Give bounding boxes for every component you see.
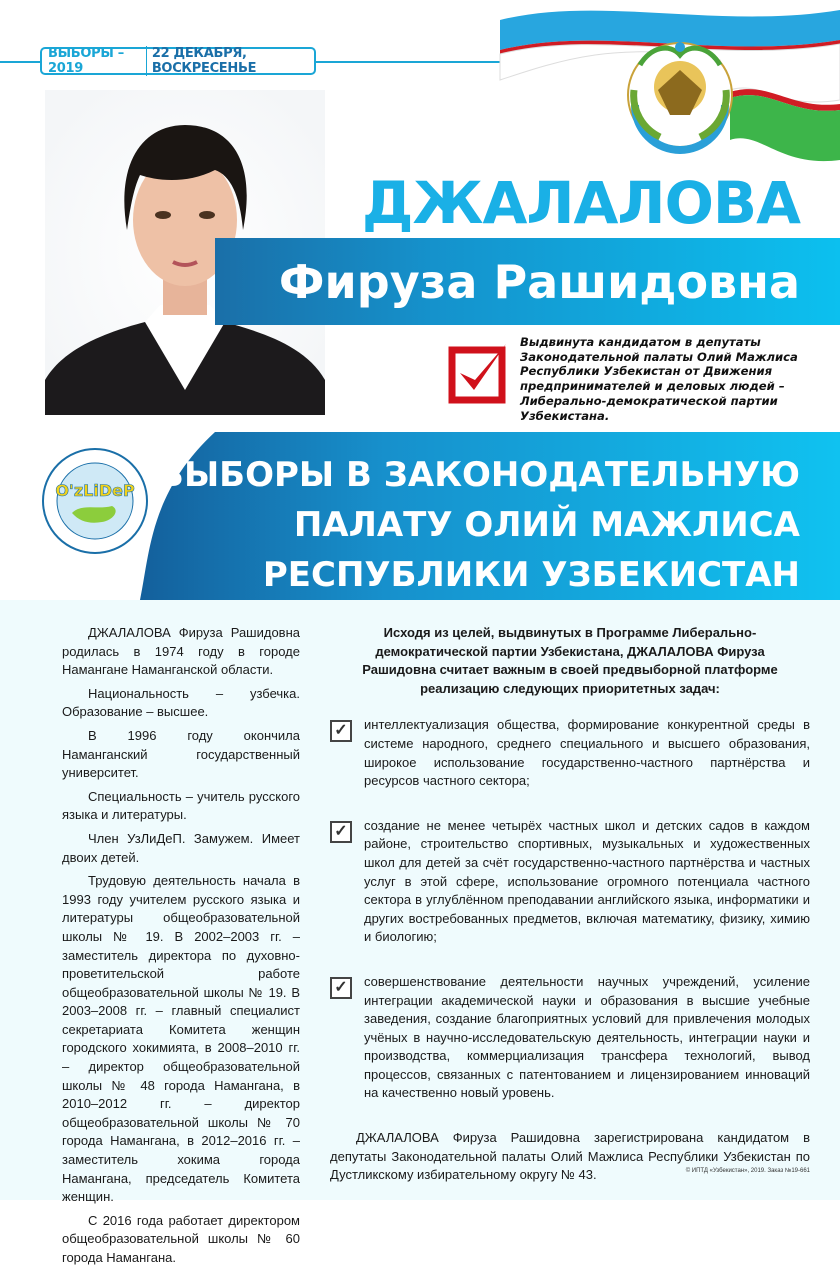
flag-ribbon-emblem (480, 0, 840, 170)
platform-item (330, 716, 810, 790)
checkbox-checked-icon: ✓ (330, 720, 352, 742)
biography (62, 624, 300, 1273)
party-logo (42, 448, 148, 554)
state-emblem (628, 42, 732, 150)
checkbox-checked-icon: ✓ (330, 821, 352, 843)
election-date: 22 ДЕКАБРЯ, ВОСКРЕСЕНЬЕ (151, 46, 257, 76)
party-logo-name: O'zLiDeP (55, 481, 135, 500)
banner-line: РЕСПУБЛИКИ УЗБЕКИСТАН (262, 555, 800, 595)
bio-paragraph: С 2016 года работает директором общеобразовательной школы № 60 города Намангана. (62, 1212, 300, 1265)
platform-item (330, 973, 810, 1103)
checkbox-checked-icon: ✓ (330, 977, 352, 999)
header-rule-left (0, 61, 40, 63)
banner-line: ВЫБОРЫ В ЗАКОНОДАТЕЛЬНУЮ (158, 455, 800, 495)
bio-paragraph: В 1996 году окончила Наманганский государственный университет. (62, 727, 300, 781)
registration-text: ДЖАЛАЛОВА Фируза Рашидовна зарегистрирована кандидатом в депутаты Законодательной палаты Олий Мажлиса Республики Узбекистан по Дустликскому избирательному округу № 43. (330, 1130, 810, 1183)
platform-item (330, 817, 810, 947)
bio-paragraph: Национальность – узбечка. Образование – высшее. (62, 685, 300, 720)
bio-paragraph: ДЖАЛАЛОВА Фируза Рашидовна родилась в 1974 году в городе Намангане Наманганской области. (62, 625, 300, 678)
bio-paragraph: Специальность – учитель русского языка и литературы. (62, 788, 300, 823)
election-label: ВЫБОРЫ – 2019 (42, 46, 147, 76)
banner-line: ПАЛАТУ ОЛИЙ МАЖЛИСА (293, 505, 800, 545)
platform-intro: Исходя из целей, выдвинутых в Программе Либерально-демократической партии Узбекистана, ДЖАЛАЛОВА Фируза Рашидовна считает важным в своей предвыборной платформе реализацию следующих приоритетных задач: (362, 625, 778, 696)
nomination-text: Выдвинута кандидатом в депутаты Законодательной палаты Олий Мажлиса Республики Узбекистан от Движения предпринимателей и деловых людей – Либерально-демократической партии Узбекистана. (520, 335, 798, 423)
platform-item-text: интеллектуализация общества, формирование конкурентной среды в системе народного, среднего специального и высшего образования, широкое использование государственно-частного партнёрства и ресурсов частного сектора; (364, 717, 810, 789)
platform-item-text: создание не менее четырёх частных школ и детских садов в каждом районе, строительство спортивных, музыкальных и художественных школ для детей за счёт государственно-частного партнёрства и частных услуг в этой сфере, использование огромного потенциала частного сектора в углублённом преподавании английского языка, информатики и других востребованных предметов, включая математику, физику, химию и биологию; (364, 817, 810, 945)
red-check-icon (448, 340, 510, 406)
platform-item-text: совершенствование деятельности научных учреждений, усиление интеграции академической науки и образования в высшие учебные заведения, создание благоприятных условий для привлечения молодых учёных в научно-исследовательскую деятельность, интеграции науки и производства, коммерциализация трансфера технологий, вывод процессов, связанных с патентованием и лицензированием инноваций на качественно новый уровень. (364, 973, 810, 1101)
imprint: © ИПТД «Узбекистан», 2019. Заказ №19-661 (685, 1168, 810, 1174)
election-date-badge (40, 47, 316, 75)
election-banner-title (158, 450, 800, 600)
bio-paragraph: Член УзЛиДеП. Замужем. Имеет двоих детей. (62, 830, 300, 865)
candidate-given-names: Фируза Рашидовна (278, 255, 800, 309)
bio-paragraph: Трудовую деятельность начала в 1993 году учителем русского языка и литературы общеобразовательной школы № 19. В 2002–2003 гг. – заместитель директора по духовно-проветительской работе общеобразовательной школы № 19. В 2003–2008 гг. – главный специалист секретариата Комитета женщин городского хокимията, в 2008–2010 гг. – директор общеобразовательной школы № 48 города Намангана, в 2010–2012 гг. – директор общеобразовательной школы № 70 города Намангана, в 2012–2016 гг. – заместитель хокима города Намангана, председатель Комитета женщин. (62, 873, 300, 1205)
candidate-surname: ДЖАЛАЛОВА (361, 169, 800, 237)
platform (330, 624, 810, 1185)
